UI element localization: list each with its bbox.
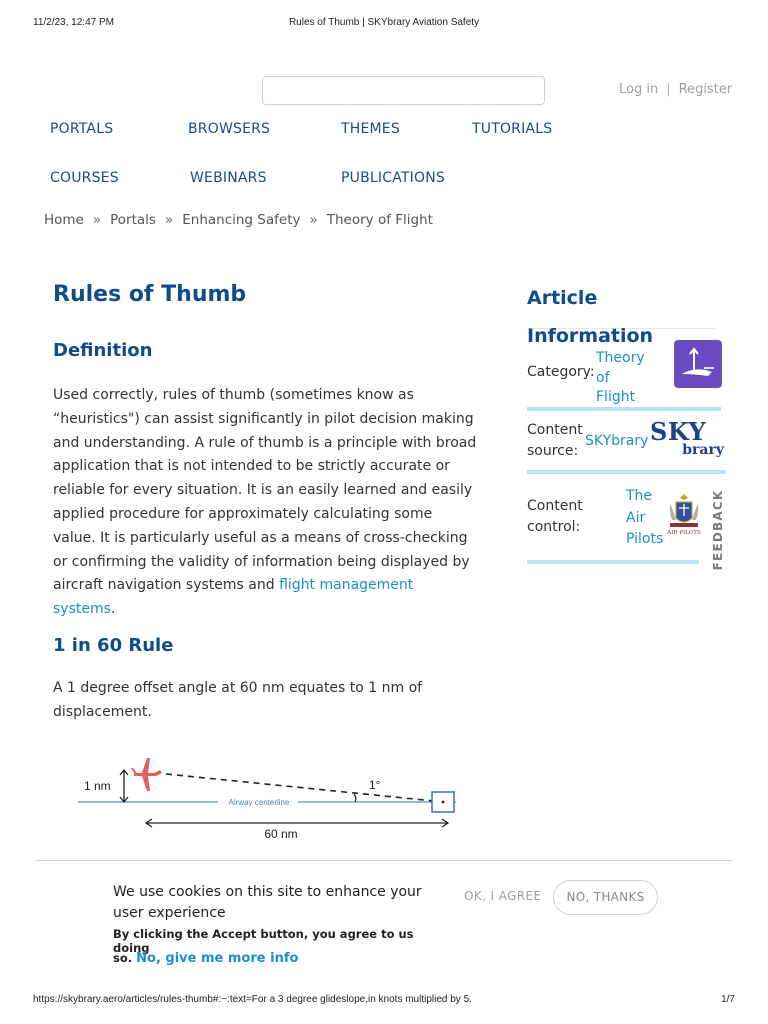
control-word: Air (626, 509, 646, 526)
page-title: Rules of Thumb (53, 282, 247, 307)
breadcrumb-separator: » (164, 212, 174, 228)
login-link[interactable]: Log in (619, 82, 659, 97)
skybrary-logo-top: SKY (650, 417, 707, 446)
sidebar-rule (527, 407, 721, 411)
source-link[interactable]: SKYbrary (585, 433, 649, 449)
control-label (527, 496, 583, 538)
control-label-line: control: (527, 519, 581, 535)
definition-text: Used correctly, rules of thumb (sometimes know as “heuristics") can assist significantly in pilot decision making and understanding. A rule of thumb is a principle with broad application that is not intended to be strictly accurate or reliable for every situation. It is an easily learned and easily applied procedure for approximately calculating some value. It is particularly useful as a means of cross-checking or confirming the validity of information being displayed by aircraft navigation systems and (53, 387, 477, 594)
breadcrumb-portals[interactable]: Portals (110, 212, 156, 228)
nav-browsers[interactable]: BROWSERS (188, 121, 271, 137)
nav-portals[interactable]: PORTALS (50, 121, 114, 137)
auth-separator: | (666, 82, 671, 97)
track-line (166, 774, 434, 801)
offset-label: 1 nm (84, 779, 111, 793)
sidebar-rule (527, 470, 726, 474)
breadcrumb-enhancing-safety[interactable]: Enhancing Safety (182, 212, 301, 228)
cookie-consent-tail: so. (113, 951, 133, 965)
nav-themes[interactable]: THEMES (341, 121, 400, 137)
airplane-icon (131, 758, 162, 791)
source-label-line: Content (527, 422, 583, 438)
print-datetime: 11/2/23, 12:47 PM (33, 17, 114, 28)
category-word: of (596, 369, 610, 386)
sidebar-title-line2: Information (527, 325, 654, 347)
print-url: https://skybrary.aero/articles/rules-thumb#:~:text=For a 3 degree glideslope,in knots multiplied by 5. (33, 994, 472, 1005)
sidebar-rule (527, 560, 699, 564)
category-word: Flight (596, 389, 636, 405)
breadcrumb-theory-of-flight[interactable]: Theory of Flight (326, 212, 433, 228)
control-word: The (626, 488, 653, 504)
category-label: Category: (527, 364, 595, 380)
cookie-consent-line2 (113, 951, 443, 966)
angle-label: 1° (369, 778, 381, 792)
source-label (527, 420, 583, 462)
nav-tutorials[interactable]: TUTORIALS (472, 121, 553, 137)
air-pilots-crest-icon (666, 490, 702, 542)
angle-arc (354, 794, 356, 802)
crest-caption: AIR PILOTS (667, 530, 701, 536)
print-page-number: 1/7 (721, 994, 735, 1005)
rule-paragraph: A 1 degree offset angle at 60 nm equates to 1 nm of displacement. (53, 680, 423, 720)
nav-courses[interactable]: COURSES (50, 170, 119, 186)
feedback-label: FEEDBACK (711, 489, 725, 571)
auth-links (619, 82, 732, 97)
rule-heading: 1 in 60 Rule (53, 635, 174, 656)
fms-link[interactable]: flight management systems (53, 577, 414, 618)
cookie-banner-divider (35, 860, 732, 861)
print-document-title: Rules of Thumb | SKYbrary Aviation Safety (288, 17, 480, 28)
control-word: Pilots (626, 531, 664, 547)
control-label-line: Content (527, 498, 583, 514)
sidebar-title-line1: Article (527, 287, 598, 309)
breadcrumb-home[interactable]: Home (44, 212, 84, 228)
register-link[interactable]: Register (678, 82, 733, 97)
nav-publications[interactable]: PUBLICATIONS (341, 170, 445, 186)
source-label-line: source: (527, 443, 579, 459)
control-link[interactable] (626, 486, 663, 551)
skybrary-logo-bottom: brary (682, 442, 724, 458)
category-link[interactable] (596, 349, 645, 408)
nav-webinars[interactable]: WEBINARS (190, 170, 267, 186)
cookie-message: We use cookies on this site to enhance your user experience (113, 884, 422, 921)
breadcrumb (44, 212, 433, 228)
breadcrumb-separator: » (309, 212, 318, 228)
search-input[interactable] (262, 76, 545, 105)
category-word: Theory (596, 350, 645, 366)
breadcrumb-separator: » (92, 212, 102, 228)
skybrary-logo (650, 417, 728, 459)
beacon-dot (442, 801, 445, 804)
cookie-consent-line1: By clicking the Accept button, you agree to us doing (113, 927, 414, 955)
theory-of-flight-icon (674, 340, 722, 388)
ok-agree-button[interactable]: OK, I AGREE (464, 889, 542, 903)
more-info-link[interactable]: No, give me more info (136, 951, 299, 966)
centerline-label: Airway centerline (228, 798, 290, 807)
definition-paragraph: Used correctly, rules of thumb (sometimes know as “heuristics") can assist significantly in pilot decision making and understanding. A rule of thumb is a principle with broad application that is not intended to be strictly accurate or reliable for every situation. It is an easily learned and easily applied procedure for approximately calculating some value. It is particularly useful as a means of cross-checking or confirming the validity of information being displayed by aircraft navigation systems and flight management systems. (53, 387, 477, 618)
no-thanks-button[interactable]: NO, THANKS (553, 880, 658, 915)
distance-label: 60 nm (264, 827, 298, 841)
definition-heading: Definition (53, 340, 153, 361)
feedback-tab[interactable] (710, 489, 726, 571)
one-in-sixty-diagram (76, 750, 466, 845)
